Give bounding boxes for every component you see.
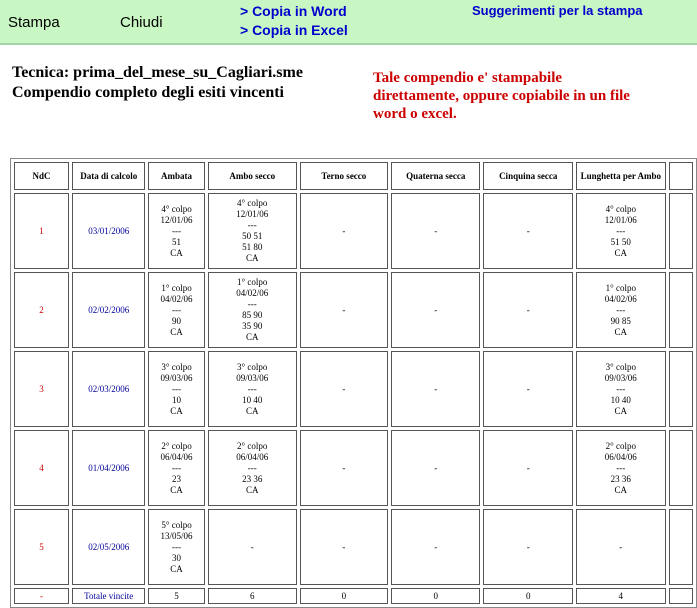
cell-line: 04/02/06: [160, 293, 193, 304]
col-lunghetta-ambo: Lunghetta per Ambo: [576, 162, 666, 190]
cell-ambo-secco: [208, 430, 297, 506]
cell-ambo-secco: [208, 351, 297, 427]
cell-line: ---: [247, 299, 257, 309]
cell-quaterna-secca: -: [391, 272, 481, 348]
cell-line: CA: [170, 405, 183, 416]
total-lunghetta: 4: [576, 588, 666, 604]
cell-extra: [669, 272, 693, 348]
cell-cinquina-secca: -: [483, 351, 572, 427]
cell-lunghetta-ambo: [576, 193, 666, 269]
cell-line: 90 85: [610, 315, 631, 326]
table-row: [14, 193, 693, 269]
cell-line: 04/02/06: [236, 288, 269, 298]
cell-line: 09/03/06: [236, 372, 269, 383]
cell-line: ---: [616, 304, 626, 315]
table-row: [14, 430, 693, 506]
cell-line: ---: [172, 541, 182, 552]
cell-date: 02/02/2006: [72, 272, 145, 348]
cell-line: CA: [170, 326, 183, 337]
cell-line: 23 36: [610, 473, 631, 484]
cell-terno-secco: -: [300, 430, 388, 506]
cell-line: 06/04/06: [604, 451, 637, 462]
cell-line: ---: [616, 383, 626, 394]
copia-excel-link[interactable]: > Copia in Excel: [240, 22, 348, 38]
cell-line: CA: [245, 484, 259, 495]
cell-line: 2° colpo: [237, 440, 268, 451]
cell-line: 23 36: [242, 473, 263, 484]
cell-line: CA: [170, 563, 183, 574]
stampa-button[interactable]: Stampa: [8, 14, 60, 31]
copia-word-link[interactable]: > Copia in Word: [240, 3, 347, 19]
cell-ambata: [148, 193, 204, 269]
cell-terno-secco: -: [300, 351, 388, 427]
cell-date: 01/04/2006: [72, 430, 145, 506]
cell-line: 10: [172, 394, 182, 405]
cell-line: ---: [616, 462, 626, 473]
cell-line: CA: [614, 484, 628, 495]
cell-extra: [669, 430, 693, 506]
cell-lunghetta-ambo: [576, 509, 666, 585]
technique-title: Tecnica: prima_del_mese_su_Cagliari.sme: [12, 64, 303, 81]
cell-line: 51 50: [610, 236, 631, 247]
cell-line: 04/02/06: [604, 293, 637, 304]
compendium-title: Compendio completo degli esiti vincenti: [12, 84, 284, 101]
cell-quaterna-secca: -: [391, 509, 481, 585]
cell-line: 23: [172, 473, 182, 484]
cell-line: CA: [170, 484, 183, 495]
cell-line: 13/05/06: [160, 530, 193, 541]
cell-quaterna-secca: -: [391, 193, 481, 269]
cell-line: 4° colpo: [605, 203, 636, 214]
cell-cinquina-secca: -: [483, 193, 572, 269]
col-extra: [669, 162, 693, 190]
cell-line: 2° colpo: [161, 440, 192, 451]
cell-line: ---: [172, 462, 182, 473]
cell-ambata: [148, 272, 204, 348]
col-cinquina-secca: Cinquina secca: [483, 162, 572, 190]
suggerimenti-link[interactable]: Suggerimenti per la stampa: [472, 3, 643, 18]
cell-line: ---: [247, 383, 257, 394]
cell-ndc: 3: [14, 351, 69, 427]
cell-line: 1° colpo: [161, 282, 192, 293]
toolbar: [0, 0, 697, 45]
table-row: [14, 509, 693, 585]
table-header-row: [14, 162, 693, 190]
cell-terno-secco: -: [300, 193, 388, 269]
cell-quaterna-secca: -: [391, 351, 481, 427]
cell-line: 1° colpo: [237, 277, 268, 287]
cell-ndc: 1: [14, 193, 69, 269]
cell-line: 3° colpo: [605, 361, 636, 372]
total-quaterna: 0: [391, 588, 481, 604]
cell-ambata: [148, 351, 204, 427]
cell-line: 90: [172, 315, 182, 326]
cell-ambo-secco: [208, 193, 297, 269]
cell-line: -: [619, 541, 623, 552]
total-ambata: 5: [148, 588, 204, 604]
print-note: Tale compendio e' stampabile direttamente, oppure copiabile in un file word o excel.: [373, 70, 630, 122]
cell-line: CA: [614, 326, 628, 337]
cell-line: 51: [172, 236, 182, 247]
cell-line: CA: [614, 247, 628, 258]
cell-line: ---: [247, 220, 257, 230]
col-date: Data di calcolo: [72, 162, 145, 190]
cell-line: ---: [247, 462, 257, 473]
cell-line: CA: [245, 332, 259, 342]
cell-line: 09/03/06: [604, 372, 637, 383]
cell-line: 51 80: [242, 242, 263, 252]
total-terno: 0: [300, 588, 388, 604]
cell-line: 1° colpo: [605, 282, 636, 293]
cell-extra: [669, 509, 693, 585]
cell-date: 03/01/2006: [72, 193, 145, 269]
total-ndc: -: [14, 588, 69, 604]
cell-cinquina-secca: -: [483, 509, 572, 585]
cell-quaterna-secca: -: [391, 430, 481, 506]
total-ambo: 6: [208, 588, 297, 604]
cell-line: 12/01/06: [604, 214, 637, 225]
cell-date: 02/03/2006: [72, 351, 145, 427]
cell-line: CA: [170, 247, 183, 258]
cell-lunghetta-ambo: [576, 351, 666, 427]
table-row: [14, 351, 693, 427]
cell-line: 3° colpo: [237, 361, 268, 372]
cell-line: 06/04/06: [236, 451, 269, 462]
cell-line: 35 90: [242, 321, 263, 331]
cell-lunghetta-ambo: [576, 272, 666, 348]
results-table: [10, 158, 697, 608]
cell-cinquina-secca: -: [483, 272, 572, 348]
cell-line: 4° colpo: [237, 198, 268, 208]
cell-ambata: [148, 430, 204, 506]
cell-line: CA: [245, 253, 259, 263]
cell-line: 06/04/06: [160, 451, 193, 462]
cell-line: ---: [172, 383, 182, 394]
cell-line: 09/03/06: [160, 372, 193, 383]
col-ambata: Ambata: [148, 162, 204, 190]
cell-ndc: 5: [14, 509, 69, 585]
cell-line: 3° colpo: [161, 361, 192, 372]
cell-extra: [669, 351, 693, 427]
cell-line: 10 40: [610, 394, 631, 405]
cell-ambo-secco: [208, 272, 297, 348]
total-cinquina: 0: [483, 588, 572, 604]
cell-line: ---: [616, 225, 626, 236]
results-table-wrapper: [10, 158, 697, 608]
cell-line: -: [250, 541, 254, 552]
cell-terno-secco: -: [300, 509, 388, 585]
cell-line: 10 40: [242, 394, 263, 405]
col-quaterna-secca: Quaterna secca: [391, 162, 481, 190]
cell-extra: [669, 193, 693, 269]
cell-line: 30: [172, 552, 182, 563]
chiudi-button[interactable]: Chiudi: [120, 14, 163, 31]
col-ambo-secco: Ambo secco: [208, 162, 297, 190]
cell-lunghetta-ambo: [576, 430, 666, 506]
cell-line: ---: [172, 225, 182, 236]
col-terno-secco: Terno secco: [300, 162, 388, 190]
cell-ambata: [148, 509, 204, 585]
cell-line: 85 90: [242, 310, 263, 320]
cell-line: CA: [245, 405, 259, 416]
cell-ambo-secco: [208, 509, 297, 585]
col-ndc: NdC: [14, 162, 69, 190]
cell-line: 5° colpo: [161, 519, 192, 530]
cell-line: 4° colpo: [161, 203, 192, 214]
cell-line: 2° colpo: [605, 440, 636, 451]
cell-line: CA: [614, 405, 628, 416]
cell-line: 50 51: [242, 231, 263, 241]
cell-ndc: 2: [14, 272, 69, 348]
cell-line: 12/01/06: [236, 209, 269, 219]
cell-ndc: 4: [14, 430, 69, 506]
cell-date: 02/05/2006: [72, 509, 145, 585]
table-row: [14, 272, 693, 348]
cell-terno-secco: -: [300, 272, 388, 348]
cell-line: ---: [172, 304, 182, 315]
cell-cinquina-secca: -: [483, 430, 572, 506]
cell-line: 12/01/06: [160, 214, 193, 225]
total-label: Totale vincite: [72, 588, 145, 604]
